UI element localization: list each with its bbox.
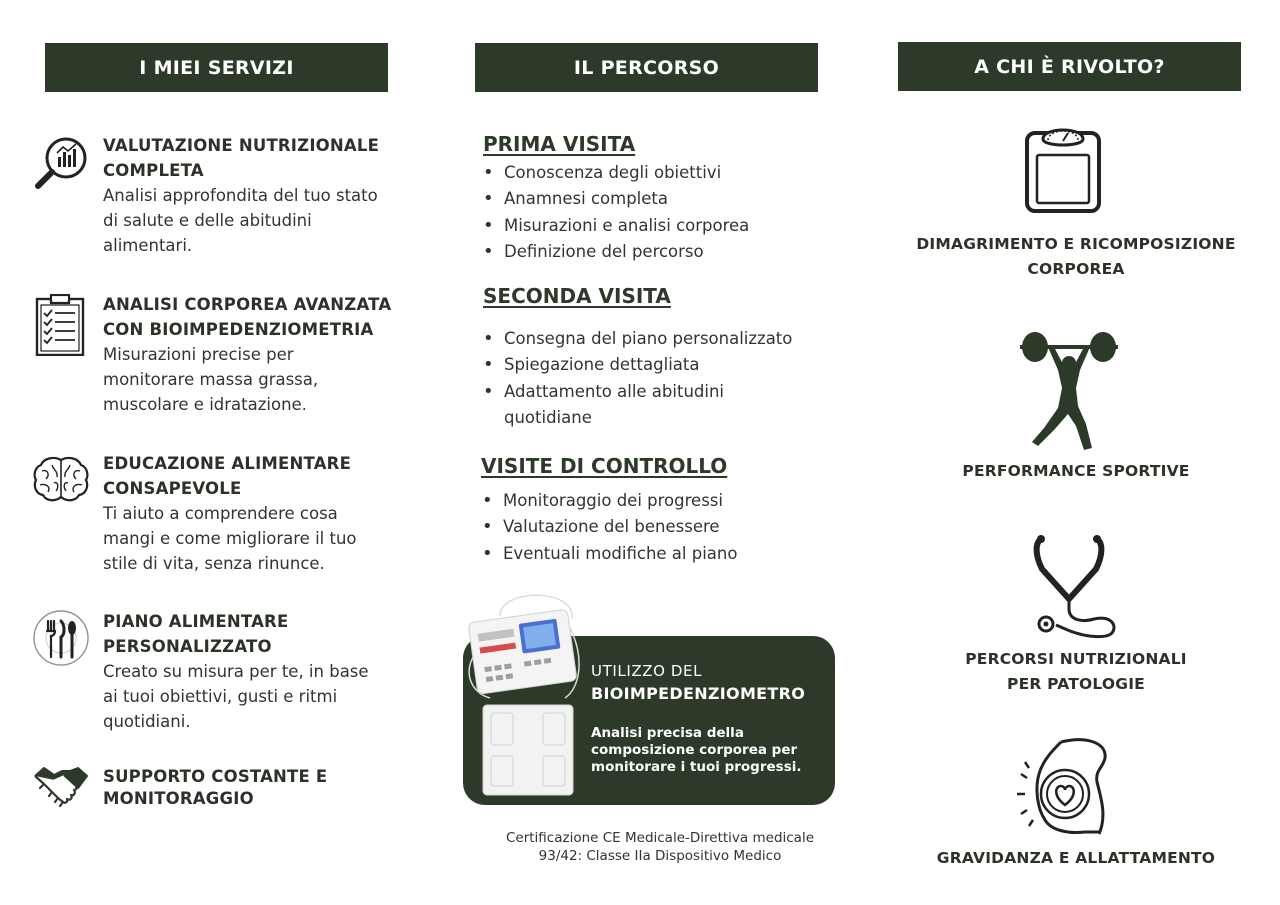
step-title-seconda-visita: SECONDA VISITA [483,284,671,308]
bioimpedance-title: BIOIMPEDENZIOMETRO [591,684,806,703]
brain-icon [32,455,90,513]
clipboard-checklist-icon [32,294,90,352]
step-list-seconda-visita [483,326,814,431]
service-title: VALUTAZIONE NUTRIZIONALE COMPLETA [103,136,380,180]
step-title-visite-controllo: VISITE DI CONTROLLO [481,454,728,478]
bioimpedance-subtitle: UTILIZZO DEL [591,662,703,680]
service-description: Creato su misura per te, in base ai tuoi obiettivi, gusti e ritmi quotidiani. [103,662,369,731]
list-item: • Monitoraggio dei progressi [482,488,813,514]
list-item: • Adattamento alle abitudini quotidiane [483,379,764,432]
scale-icon [1022,125,1104,215]
list-item: • Conoscenza degli obiettivi [483,160,814,186]
list-item: • Eventuali modifiche al piano [482,541,813,567]
bioimpedance-device-illustration [460,588,585,803]
audience-header: A CHI È RIVOLTO? [898,42,1241,91]
list-item: • Consegna del piano personalizzato [483,326,814,352]
handshake-icon [32,762,90,820]
service-title: EDUCAZIONE ALIMENTARE CONSAPEVOLE [103,454,352,498]
cutlery-plate-icon [32,609,90,667]
step-title-prima-visita: PRIMA VISITA [483,132,636,156]
service-title: PIANO ALIMENTARE PERSONALIZZATO [103,612,289,656]
target-label-patologie: PERCORSI NUTRIZIONALI PER PATOLOGIE [965,650,1187,693]
weightlifter-icon [1018,330,1120,454]
list-item: • Anamnesi completa [483,186,814,212]
magnifier-chart-icon [32,133,90,191]
target-label-gravidanza: GRAVIDANZA E ALLATTAMENTO [936,849,1216,867]
step-list-visite-controllo [482,488,813,567]
service-title: SUPPORTO COSTANTE E MONITORAGGIO [103,767,328,808]
service-description: Misurazioni precise per monitorare massa grassa, muscolare e idratazione. [103,345,319,414]
path-header: IL PERCORSO [475,43,818,92]
list-item: • Spiegazione dettagliata [483,352,814,378]
stethoscope-icon [1030,533,1120,639]
list-item: • Misurazioni e analisi corporea [483,213,814,239]
pregnancy-heart-icon [1015,738,1110,838]
step-list-prima-visita [483,160,814,265]
bioimpedance-description: Analisi precisa della composizione corporea per monitorare i tuoi progressi. [591,725,802,775]
service-description: Analisi approfondita del tuo stato di salute e delle abitudini alimentari. [103,186,378,255]
certification-note: Certificazione CE Medicale-Direttiva medicale 93/42: Classe IIa Dispositivo Medico [505,830,815,864]
services-header: I MIEI SERVIZI [45,43,388,92]
service-title: ANALISI CORPOREA AVANZATA CON BIOIMPEDENZIOMETRIA [103,295,392,339]
list-item: • Valutazione del benessere [482,514,813,540]
target-label-performance: PERFORMANCE SPORTIVE [962,462,1190,480]
service-description: Ti aiuto a comprendere cosa mangi e come migliorare il tuo stile di vita, senza rinunce. [103,504,357,573]
list-item: • Definizione del percorso [483,239,814,265]
target-label-dimagrimento: DIMAGRIMENTO E RICOMPOSIZIONE CORPOREA [916,235,1236,278]
